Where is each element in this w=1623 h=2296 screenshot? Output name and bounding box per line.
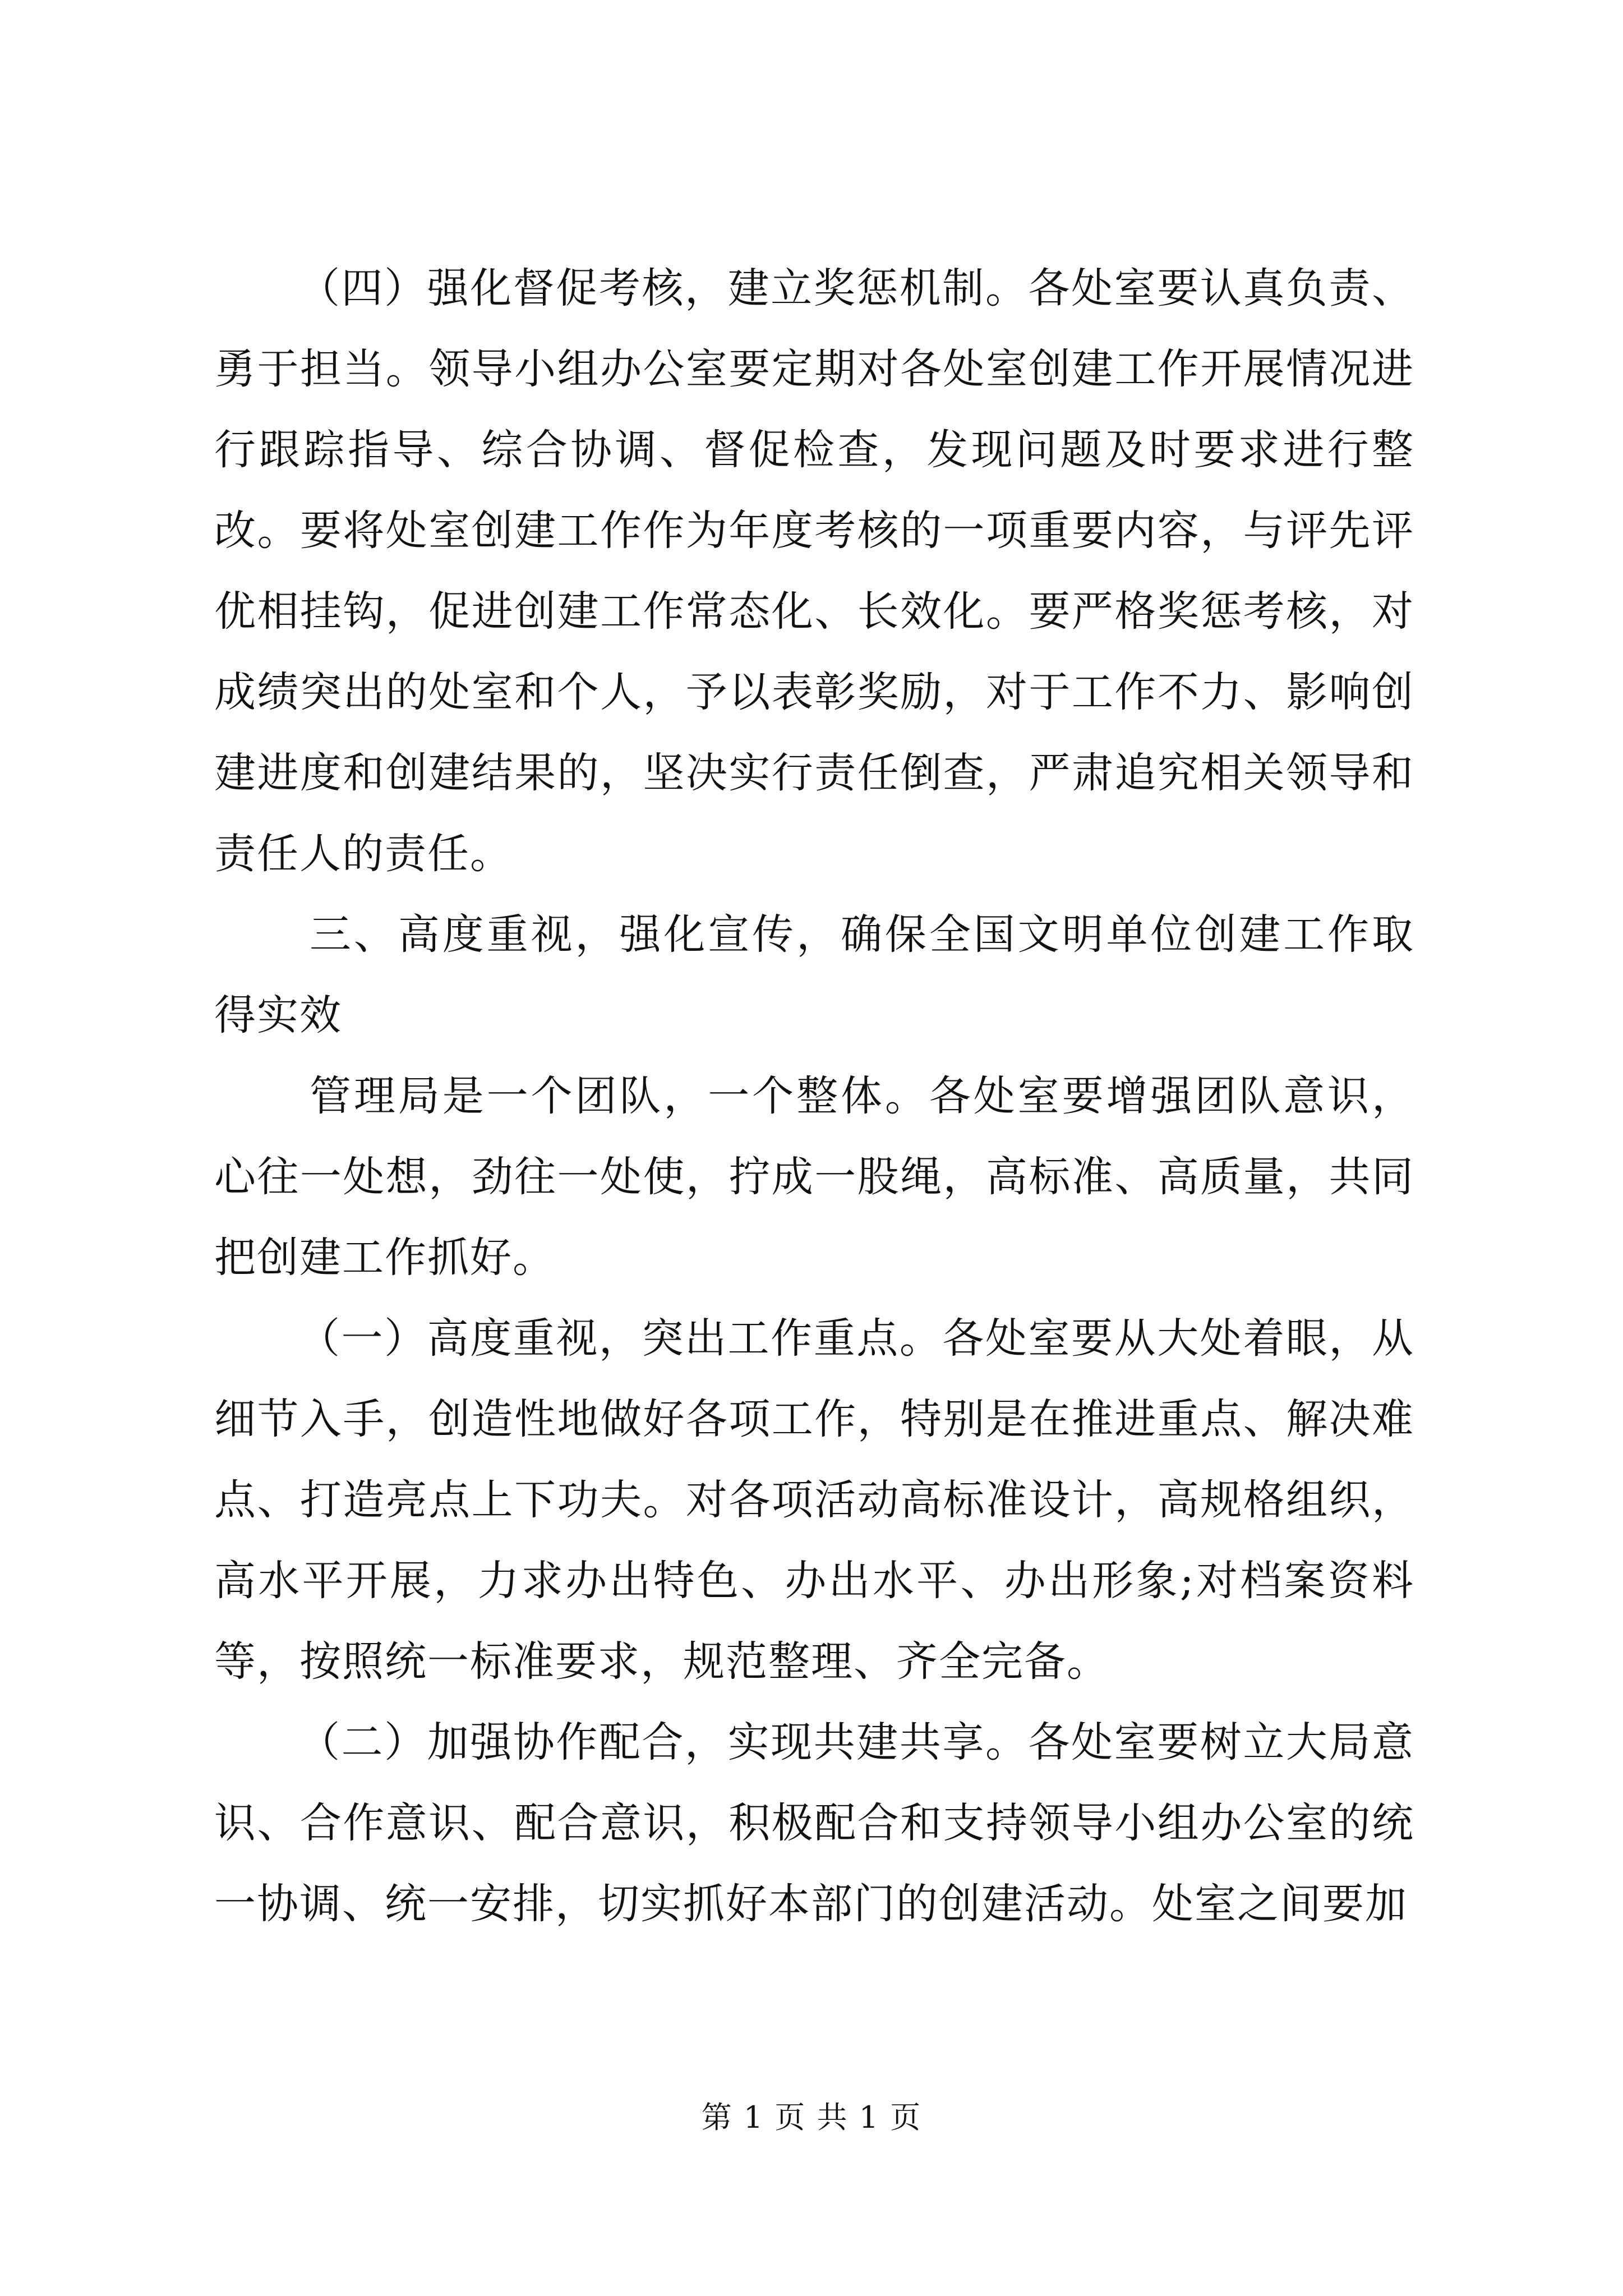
paragraph-cooperation: （二）加强协作配合，实现共建共享。各处室要树立大局意识、合作意识、配合意识，积极配合和支持领导小组办公室的统一协调、统一安排，切实抓好本部门的创建活动。处室之间要加 (214, 1718, 1414, 1928)
page-footer: 第 1 页 共 1 页 (701, 2100, 922, 2135)
document-body (214, 248, 1414, 1944)
paragraph-supervision-assessment: （四）强化督促考核，建立奖惩机制。各处室要认真负责、勇于担当。领导小组办公室要定期对各处室创建工作开展情况进行跟踪指导、综合协调、督促检查，发现问题及时要求进行整改。要将处室创建工作作为年度考核的一项重要内容，与评先评优相挂钩，促进创建工作常态化、长效化。要严格奖惩考核，对成绩突出的处室和个人，予以表彰奖励，对于工作不力、影响创建进度和创建结果的，坚决实行责任倒查，严肃追究相关领导和责任人的责任。 (214, 264, 1414, 878)
paragraph-team-unity: 管理局是一个团队，一个整体。各处室要增强团队意识，心往一处想，劲往一处使，拧成一股绳，高标准、高质量，共同把创建工作抓好。 (214, 1072, 1414, 1282)
paragraph-high-priority: （一）高度重视，突出工作重点。各处室要从大处着眼，从细节入手，创造性地做好各项工作，特别是在推进重点、解决难点、打造亮点上下功夫。对各项活动高标准设计，高规格组织，高水平开展，力求办出特色、办出水平、办出形象;对档案资料等，按照统一标准要求，规范整理、齐全完备。 (214, 1314, 1414, 1686)
section-heading-three: 三、高度重视，强化宣传，确保全国文明单位创建工作取得实效 (214, 910, 1414, 1039)
